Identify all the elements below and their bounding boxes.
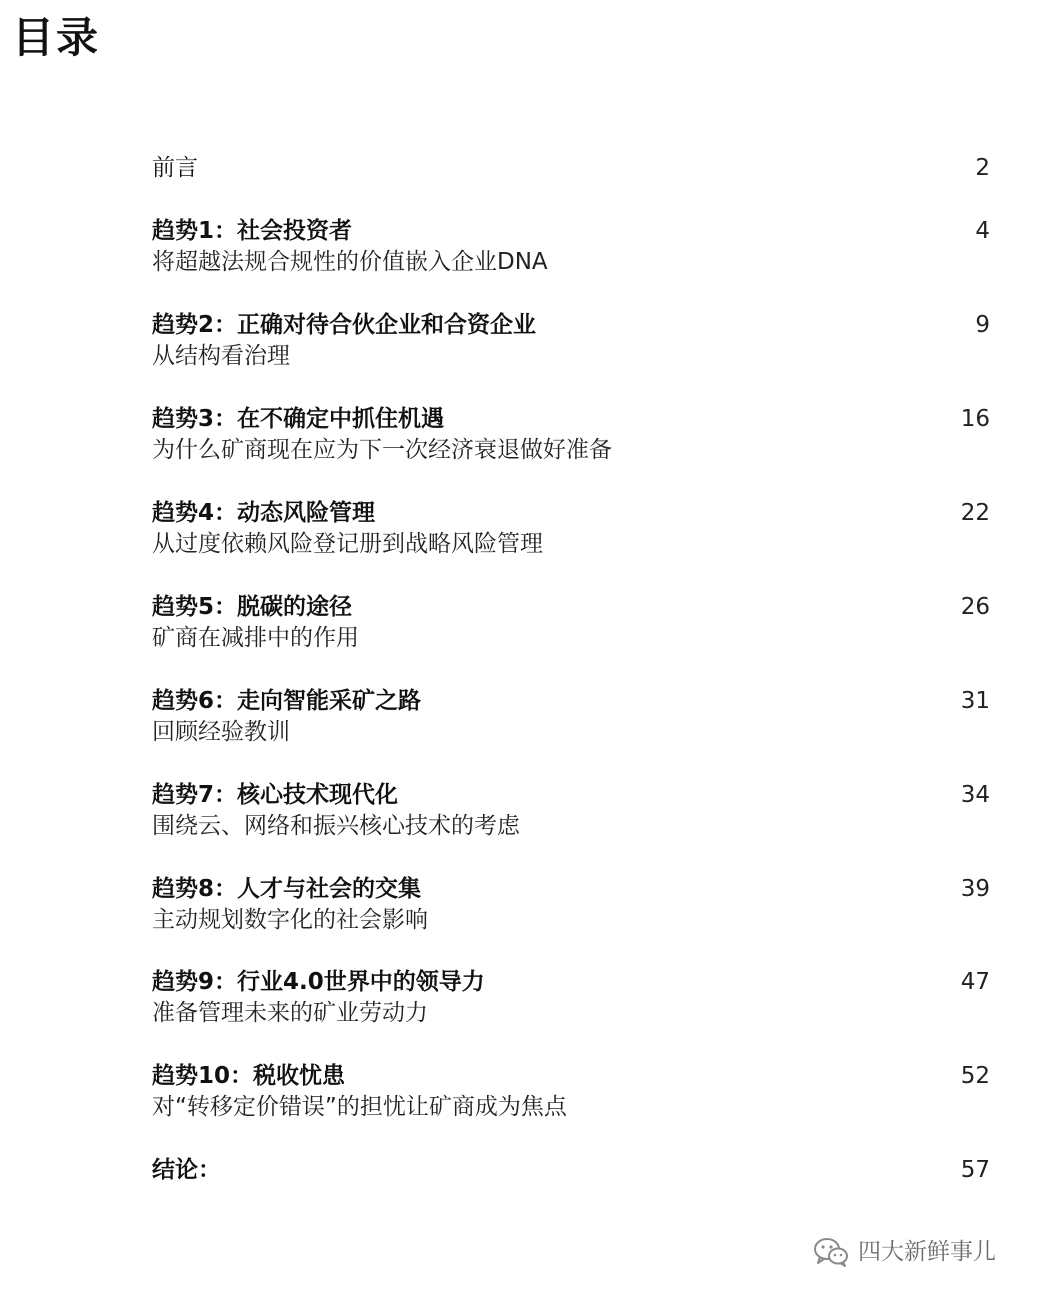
toc-entry-trend-1[interactable]: [152, 215, 990, 277]
toc-entry-subtitle: 对“转移定价错误”的担忧让矿商成为焦点: [152, 1094, 567, 1120]
toc-entry-preface[interactable]: [152, 152, 990, 184]
toc-entry-title: 趋势9：行业4.0世界中的领导力: [152, 969, 485, 995]
toc-entry-page: 9: [975, 312, 990, 338]
toc-entry-page: 52: [960, 1063, 990, 1089]
toc-entry-trend-10[interactable]: [152, 1060, 990, 1122]
toc-entry-trend-7[interactable]: [152, 779, 990, 841]
toc-entry-page: 57: [960, 1157, 990, 1183]
toc-entry-page: 4: [975, 218, 990, 244]
toc-entry-page: 47: [960, 969, 990, 995]
toc-entry-trend-3[interactable]: [152, 403, 990, 465]
toc-entry-trend-8[interactable]: [152, 873, 990, 935]
toc-entry-subtitle: 主动规划数字化的社会影响: [152, 907, 428, 933]
toc-entry-subtitle: 从结构看治理: [152, 343, 290, 369]
toc-entry-title: 前言: [152, 155, 198, 181]
toc-entry-title: 趋势5：脱碳的途径: [152, 594, 353, 620]
toc-entry-page: 16: [960, 406, 990, 432]
toc-entry-subtitle: 围绕云、网络和振兴核心技术的考虑: [152, 813, 520, 839]
toc-entry-trend-9[interactable]: [152, 966, 990, 1028]
toc-entry-subtitle: 准备管理未来的矿业劳动力: [152, 1000, 428, 1026]
wechat-icon: [812, 1236, 850, 1268]
table-of-contents: [152, 0, 990, 1296]
toc-entry-subtitle: 为什么矿商现在应为下一次经济衰退做好准备: [152, 437, 612, 463]
toc-entry-page: 39: [960, 876, 990, 902]
toc-entry-subtitle: 矿商在减排中的作用: [152, 625, 359, 651]
toc-entry-title: 趋势4：动态风险管理: [152, 500, 376, 526]
toc-entry-trend-4[interactable]: [152, 497, 990, 559]
toc-entry-title: 趋势10：税收忧患: [152, 1063, 346, 1089]
watermark-text: 四大新鲜事儿: [858, 1239, 996, 1265]
toc-entry-subtitle: 回顾经验教训: [152, 719, 290, 745]
toc-entry-subtitle: 将超越法规合规性的价值嵌入企业DNA: [152, 249, 548, 275]
toc-entry-page: 26: [960, 594, 990, 620]
toc-entry-title: 趋势7：核心技术现代化: [152, 782, 399, 808]
toc-entry-title: 趋势1：社会投资者: [152, 218, 353, 244]
watermark: [812, 1232, 996, 1272]
toc-entry-conclusion[interactable]: [152, 1154, 990, 1186]
toc-entry-page: 22: [960, 500, 990, 526]
toc-entry-trend-5[interactable]: [152, 591, 990, 653]
toc-entry-title: 趋势2：正确对待合伙企业和合资企业: [152, 312, 537, 338]
toc-entry-page: 34: [960, 782, 990, 808]
page-title: 目录: [12, 13, 101, 62]
toc-entry-title: 趋势8：人才与社会的交集: [152, 876, 422, 902]
toc-entry-trend-2[interactable]: [152, 309, 990, 371]
toc-entry-subtitle: 从过度依赖风险登记册到战略风险管理: [152, 531, 543, 557]
toc-entry-title: 趋势3：在不确定中抓住机遇: [152, 406, 445, 432]
toc-entry-trend-6[interactable]: [152, 685, 990, 747]
toc-entry-page: 31: [960, 688, 990, 714]
toc-entry-page: 2: [975, 155, 990, 181]
toc-entry-title: 趋势6：走向智能采矿之路: [152, 688, 422, 714]
toc-entry-title: 结论：: [152, 1157, 221, 1183]
